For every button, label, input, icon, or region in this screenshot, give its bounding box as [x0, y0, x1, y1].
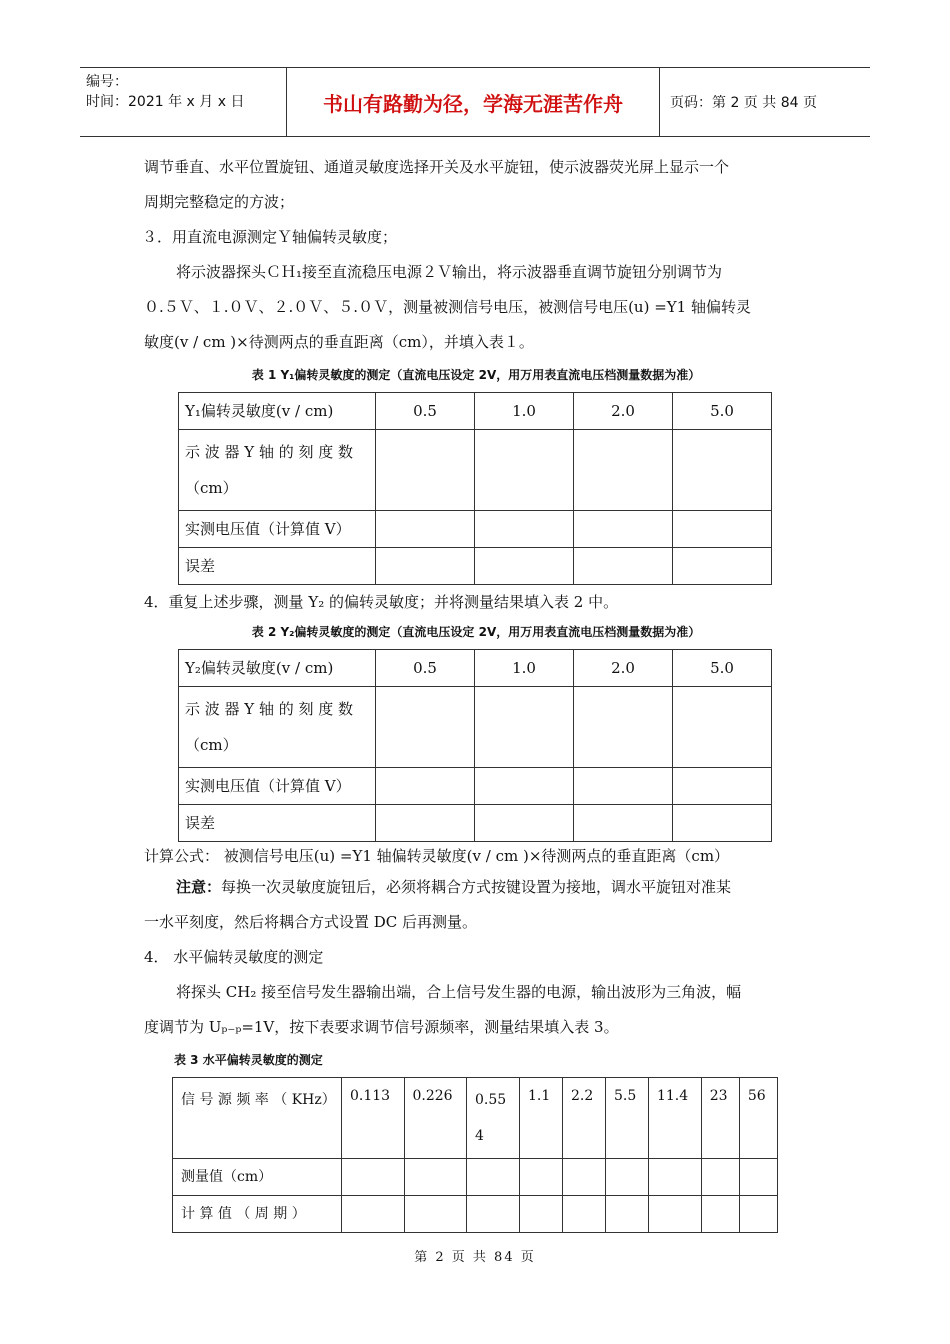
- note-paragraph: [144, 870, 808, 905]
- table-cell: 11.4: [648, 1078, 701, 1159]
- table-row: [173, 1078, 778, 1159]
- paragraph: 一水平刻度，然后将耦合方式设置 DC 后再测量。: [144, 913, 478, 931]
- page-footer: 第 2 页 共 84 页: [414, 1250, 536, 1265]
- step-4b-title: 4． 水平偏转灵敏度的测定: [144, 948, 324, 966]
- paragraph: 周期完整稳定的方波；: [144, 193, 295, 211]
- paragraph: 将示波器探头ＣＨ₁接至直流稳压电源２Ｖ输出，将示波器垂直调节旋钮分别调节为: [176, 263, 723, 281]
- header-meta: [80, 68, 287, 136]
- table-cell: 0.554: [467, 1078, 520, 1159]
- table-row: [179, 768, 772, 805]
- formula: 计算公式： 被测信号电压(u) =Y1 轴偏转灵敏度(v / cm )×待测两点的垂直距离（cm）: [144, 847, 730, 865]
- table-row: [179, 511, 772, 548]
- header-page-info: 页码：第 2 页 共 84 页: [670, 95, 817, 111]
- table-3: [172, 1077, 778, 1233]
- table-header-cell: Y₂偏转灵敏度(v / cm): [179, 650, 376, 687]
- table-header-cell: 示 波 器 Y 轴 的 刻 度 数（cm）: [179, 687, 376, 768]
- table-cell: 56: [739, 1078, 777, 1159]
- table-row: [179, 393, 772, 430]
- table-cell: 23: [701, 1078, 739, 1159]
- table-row: [179, 430, 772, 511]
- table-cell: 0.5: [376, 650, 475, 687]
- table-cell: 1.1: [520, 1078, 563, 1159]
- table-row: [179, 805, 772, 842]
- table-2-caption: 表 2 Y₂偏转灵敏度的测定（直流电压设定 2V，用万用表直流电压档测量数据为准）: [251, 625, 701, 639]
- note-label: 注意：: [176, 878, 222, 896]
- table-header-cell: 实测电压值（计算值 V）: [179, 511, 376, 548]
- table-cell: 2.2: [562, 1078, 605, 1159]
- table-header-cell: Y₁偏转灵敏度(v / cm): [179, 393, 376, 430]
- table-header-cell: 误差: [179, 805, 376, 842]
- table-cell: 0.226: [404, 1078, 467, 1159]
- paragraph: 敏度(v / cm )×待测两点的垂直距离（cm），并填入表１。: [144, 333, 534, 351]
- document-body: [144, 150, 808, 1233]
- table-cell: 5.0: [673, 650, 772, 687]
- header-motto: 书山有路勤为径，学海无涯苦作舟: [287, 68, 660, 136]
- table-header-cell: 信 号 源 频 率 （ KHz）: [173, 1078, 342, 1159]
- table-2: [178, 649, 772, 842]
- table-row: [173, 1196, 778, 1233]
- table-header-cell: 计 算 值 （ 周 期 ）: [173, 1196, 342, 1233]
- table-cell: 1.0: [475, 650, 574, 687]
- paragraph: 将探头 CH₂ 接至信号发生器输出端，合上信号发生器的电源，输出波形为三角波，幅: [176, 983, 742, 1001]
- table-cell: 0.5: [376, 393, 475, 430]
- table-row: [179, 687, 772, 768]
- table-row: [179, 650, 772, 687]
- paragraph: 调节垂直、水平位置旋钮、通道灵敏度选择开关及水平旋钮，使示波器荧光屏上显示一个: [144, 158, 730, 176]
- table-cell: 5.5: [605, 1078, 648, 1159]
- table-cell: 2.0: [574, 393, 673, 430]
- table-cell: 2.0: [574, 650, 673, 687]
- time-label: 时间：2021 年 x 月 x 日: [86, 94, 245, 110]
- table-1: [178, 392, 772, 585]
- step-3-title: ３．用直流电源测定Ｙ轴偏转灵敏度；: [142, 228, 398, 246]
- table-header-cell: 误差: [179, 548, 376, 585]
- table-header-cell: 测量值（cm）: [173, 1159, 342, 1196]
- table-row: [179, 548, 772, 585]
- step-4-title: 4．重复上述步骤，测量 Y₂ 的偏转灵敏度；并将测量结果填入表 2 中。: [144, 593, 619, 611]
- note-text: 每换一次灵敏度旋钮后，必须将耦合方式按键设置为接地，调水平旋钮对准某: [221, 878, 732, 896]
- table-3-caption: 表 3 水平偏转灵敏度的测定: [174, 1053, 323, 1067]
- table-header-cell: 实测电压值（计算值 V）: [179, 768, 376, 805]
- number-label: 编号：: [86, 74, 128, 90]
- paragraph: 度调节为 Uₚ₋ₚ=1V，按下表要求调节信号源频率，测量结果填入表 3。: [144, 1018, 619, 1036]
- paragraph: ０.５Ｖ、１.０Ｖ、２.０Ｖ、５.０Ｖ，测量被测信号电压，被测信号电压(u) =Y1 轴偏转灵: [144, 298, 751, 316]
- table-1-caption: 表 1 Y₁偏转灵敏度的测定（直流电压设定 2V，用万用表直流电压档测量数据为准）: [251, 368, 701, 382]
- table-row: [173, 1159, 778, 1196]
- table-cell: 0.113: [342, 1078, 405, 1159]
- table-cell: 5.0: [673, 393, 772, 430]
- page-header: [80, 67, 870, 137]
- table-header-cell: 示 波 器 Y 轴 的 刻 度 数（cm）: [179, 430, 376, 511]
- table-cell: 1.0: [475, 393, 574, 430]
